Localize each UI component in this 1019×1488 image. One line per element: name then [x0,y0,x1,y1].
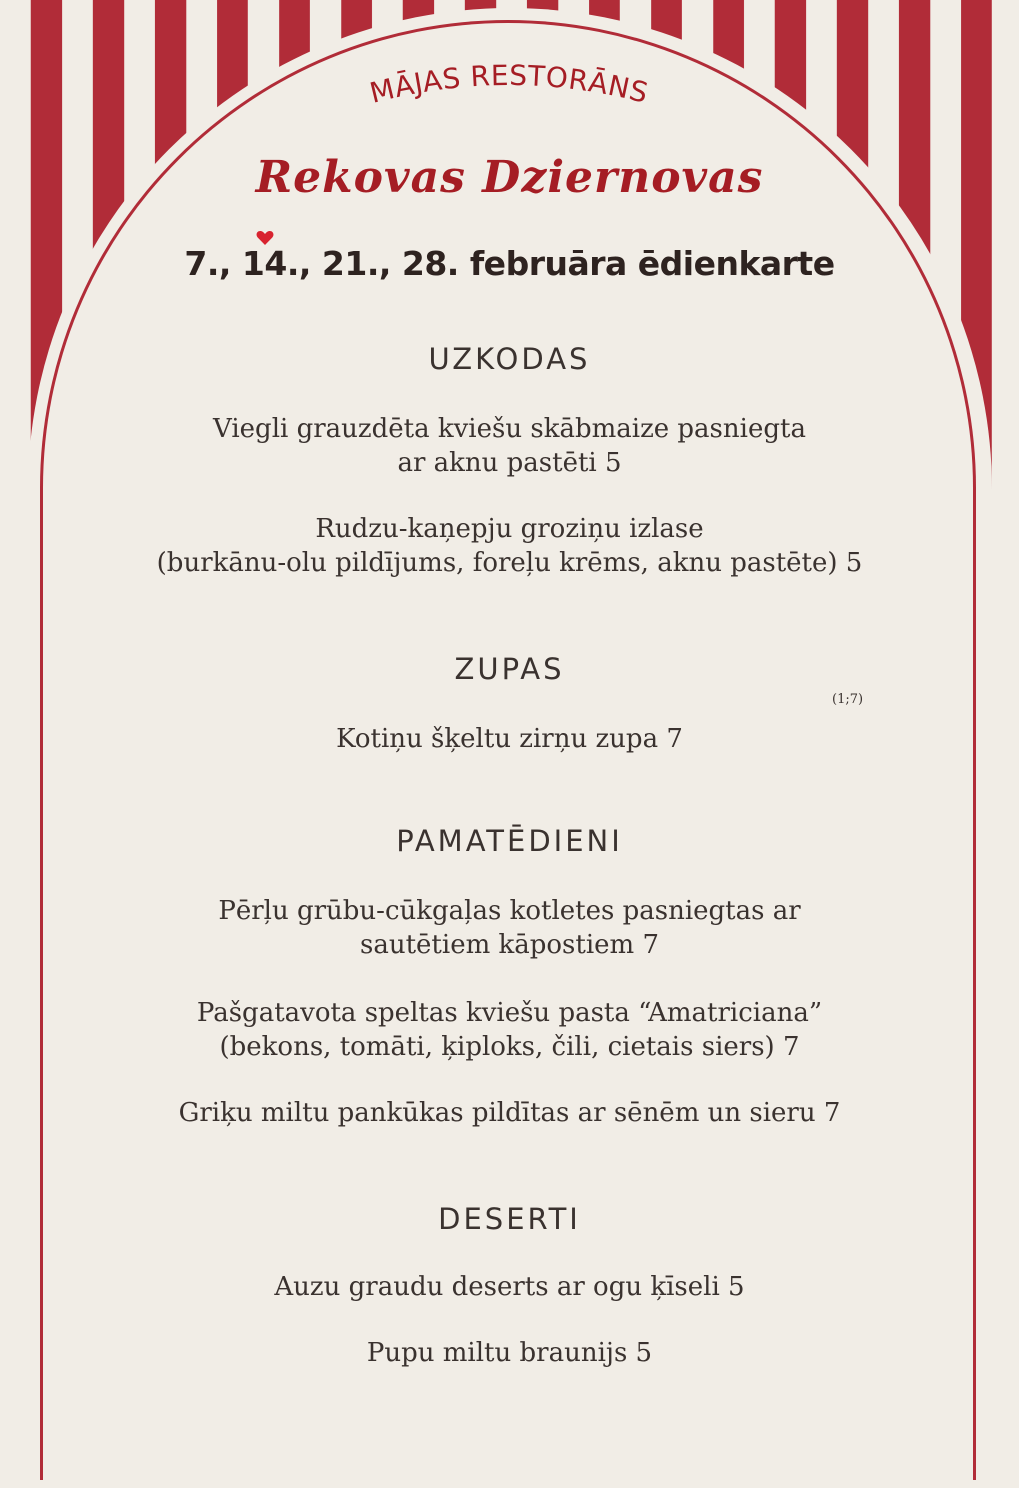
menu-item: Kotiņu šķeltu zirņu zupa 7 [336,724,683,754]
section-title-pamatedieni: PAMATĒDIENI [396,824,623,858]
restaurant-type-label: MĀJAS RESTORĀNS [366,58,652,110]
restaurant-name: Rekovas Dziernovas [255,152,764,203]
menu-item: Viegli grauzdēta kviešu skābmaize pasniegta ar aknu pastēti 5 [213,414,806,478]
allergen-note: (1;7) [832,692,864,707]
svg-text:MĀJAS RESTORĀNS [366,59,651,110]
menu-item: Pērļu grūbu-cūkgaļas kotletes pasniegtas ar sautētiem kāpostiem 7 [218,896,801,960]
section-title-uzkodas: UZKODAS [428,342,591,376]
section-title-zupas: ZUPAS [454,652,565,686]
menu-item: Pupu miltu braunijs 5 [366,1338,653,1368]
menu-item: Auzu graudu deserts ar ogu ķīseli 5 [274,1272,745,1302]
menu-item: Rudzu-kaņepju groziņu izlase (burkānu-olu pildījums, foreļu krēms, aknu pastēte) 5 [156,514,863,578]
menu-item: Griķu miltu pankūkas pildītas ar sēnēm un sieru 7 [178,1098,841,1128]
menu-item: Pašgatavota speltas kviešu pasta “Amatriciana” (bekons, tomāti, ķiploks, čili, cietais siers) 7 [196,998,823,1062]
section-title-deserti: DESERTI [438,1202,581,1236]
menu-dates: 7., 14., 21., 28. februāra ēdienkarte [184,244,835,283]
